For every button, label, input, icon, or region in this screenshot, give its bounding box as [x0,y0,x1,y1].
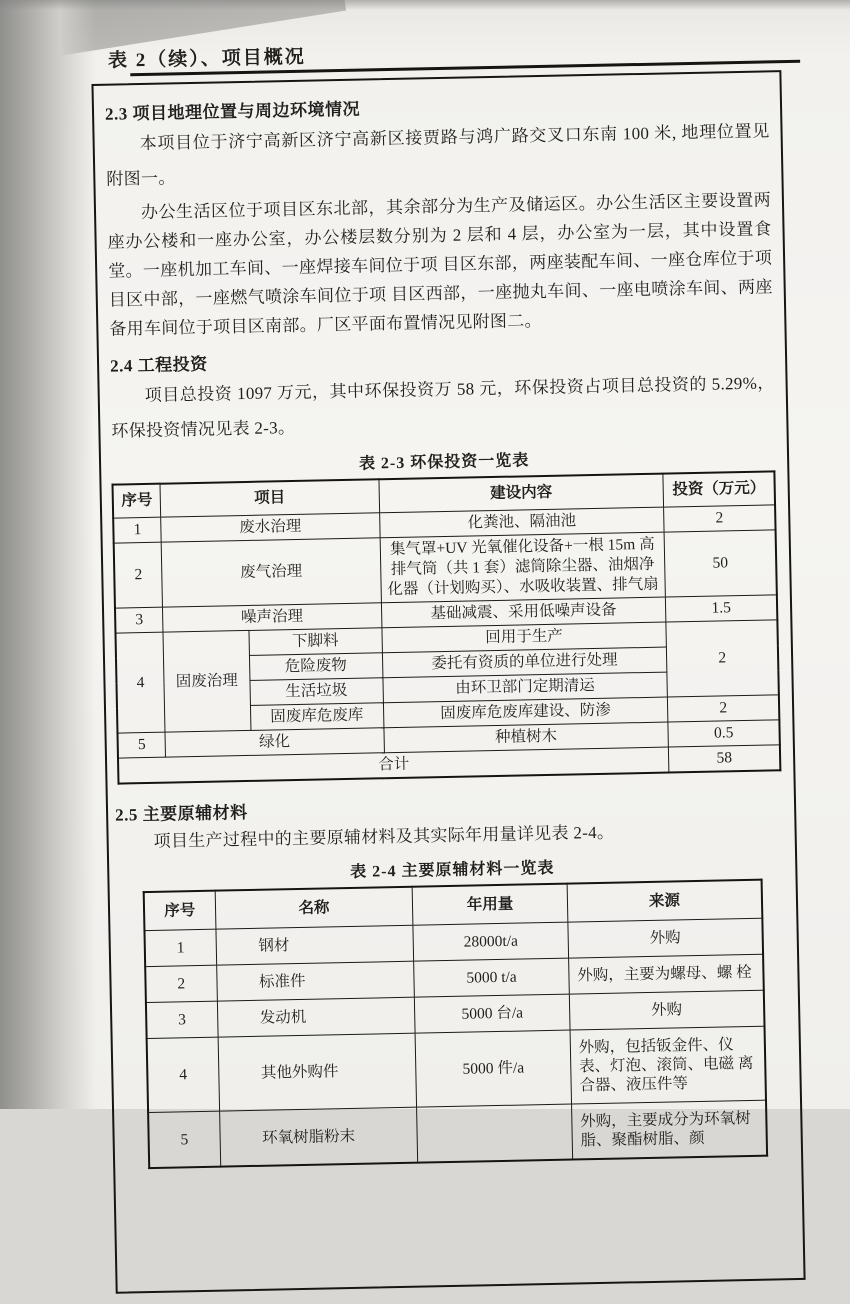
table-cell: 3 [146,1001,218,1038]
page-title: 表 2（续）、项目概况 [107,46,306,72]
table-cell: 1 [113,517,161,543]
column-header-content: 建设内容 [379,474,664,513]
table-row [148,1100,767,1168]
table-2-3-caption: 表 2-3 环保投资一览表 [358,452,530,473]
section-2-3-heading: 2.3 项目地理位置与周边环境情况 [104,99,361,124]
table-cell [417,1104,573,1163]
table-cell: 外购 [569,990,764,1030]
table-cell: 5 [148,1111,220,1168]
table-2-4-caption: 表 2-4 主要原辅材料一览表 [349,859,555,881]
column-header-no: 序号 [144,891,216,931]
section-2-3-paragraph-1: 本项目位于济宁高新区济宁高新区接贾路与鸿广路交叉口东南 100 米, 地理位置见附图一。 [106,121,770,189]
table-cell: 28000t/a [413,922,568,961]
table-cell: 固废库危废库建设、防渗 [383,697,668,728]
table-cell: 5000 件/a [415,1030,571,1107]
column-header-no: 序号 [113,484,161,518]
table-cell: 5000 台/a [415,994,570,1033]
section-2-3-paragraph-2: 办公生活区位于项目区东北部，其余部分为生产及储运区。办公生活区主要设置两座办公楼和一座办公室，办公楼层数分别为 2 层和 4 层，办公室为一层，其中设置食堂。一座机加工车间、一座焊接车间位于项 目区东部，两座装配车间、一座仓库位于项目区中部，一座燃气喷涂车间位于项 目区西部，一座抛丸车间、一座电喷涂车间、两座备用车间位于项目区南部。厂区平面布置情况见附图二。 [107,190,773,339]
table-cell: 绿化 [165,728,384,757]
scan-top-edge-shadow [0,0,850,10]
table-cell: 1 [144,929,216,966]
table-cell: 废水治理 [161,513,380,542]
table-cell: 3 [115,607,163,633]
table-cell: 其他外购件 [218,1033,417,1111]
table-cell: 合计 [118,747,669,784]
table-cell: 58 [669,745,781,773]
column-header-name: 名称 [215,887,413,929]
table-cell: 下脚料 [249,628,383,656]
table-cell: 外购，主要为螺母、螺 栓 [568,954,763,994]
table-cell: 钢材 [216,925,414,965]
table-cell: 5000 t/a [414,958,569,997]
column-header-invest: 投资（万元） [663,471,775,507]
table-cell: 危险废物 [249,653,383,681]
table-cell: 外购，主要成分为环氧树脂、聚酯树脂、颜 [571,1100,767,1159]
table-cell: 5 [117,732,165,758]
table-cell: 由环卫部门定期清运 [383,672,668,703]
table-cell: 4 [147,1037,220,1112]
table-cell: 2 [668,695,780,722]
table-cell: 集气罩+UV 光氧催化设备+一根 15m 高排气筒（共 1 套）滤筒除尘器、油烟净化器（计划购买）、水吸收装置、排气扇 [380,532,666,603]
table-cell: 50 [664,530,777,597]
table-cell: 2 [664,505,776,532]
table-cell: 固废治理 [163,630,250,732]
table-cell: 噪声治理 [163,603,382,632]
table-cell: 生活垃圾 [250,678,384,706]
column-header-item: 项目 [160,479,379,517]
section-2-5-paragraph: 项目生产过程中的主要原辅材料及其实际年用量详见表 2-4。 [153,822,615,851]
table-cell: 废气治理 [161,538,381,607]
table-2-3-environmental-investment [111,470,781,784]
table-cell: 委托有资质的单位进行处理 [382,647,667,678]
table-cell: 外购，包括钣金件、仪表、灯泡、滚筒、电磁 离合器、液压件等 [570,1026,766,1104]
column-header-source: 来源 [567,880,762,922]
column-header-usage: 年用量 [412,884,567,926]
section-2-5-heading: 2.5 主要原辅材料 [114,803,248,825]
table-row [147,1026,766,1112]
table-cell: 2 [145,965,217,1002]
table-cell: 基础减震、采用低噪声设备 [381,597,666,628]
table-2-4-raw-materials [143,879,768,1169]
table-cell: 化粪池、隔油池 [379,507,664,538]
content-frame [91,70,805,1294]
table-cell: 环氧树脂粉末 [219,1107,418,1166]
table-cell: 1.5 [666,595,778,622]
document-sheet [88,30,825,1304]
table-cell: 标准件 [216,961,414,1001]
table-cell: 种植树木 [384,722,669,753]
section-2-4-heading: 2.4 工程投资 [109,354,208,376]
table-cell: 4 [115,632,165,733]
table-cell: 发动机 [217,997,415,1037]
table-cell: 固废库危废库 [250,703,384,731]
table-cell: 0.5 [668,720,780,747]
table-cell: 外购 [568,918,763,958]
table-cell: 2 [114,542,163,608]
table-cell: 2 [666,620,779,697]
table-cell: 回用于生产 [382,622,667,653]
section-2-4-paragraph: 项目总投资 1097 万元，其中环保投资万 58 元，环保投资占项目总投资的 5.29%，环保投资情况见表 2-3。 [111,373,775,441]
scan-spine-shadow [0,0,96,1109]
